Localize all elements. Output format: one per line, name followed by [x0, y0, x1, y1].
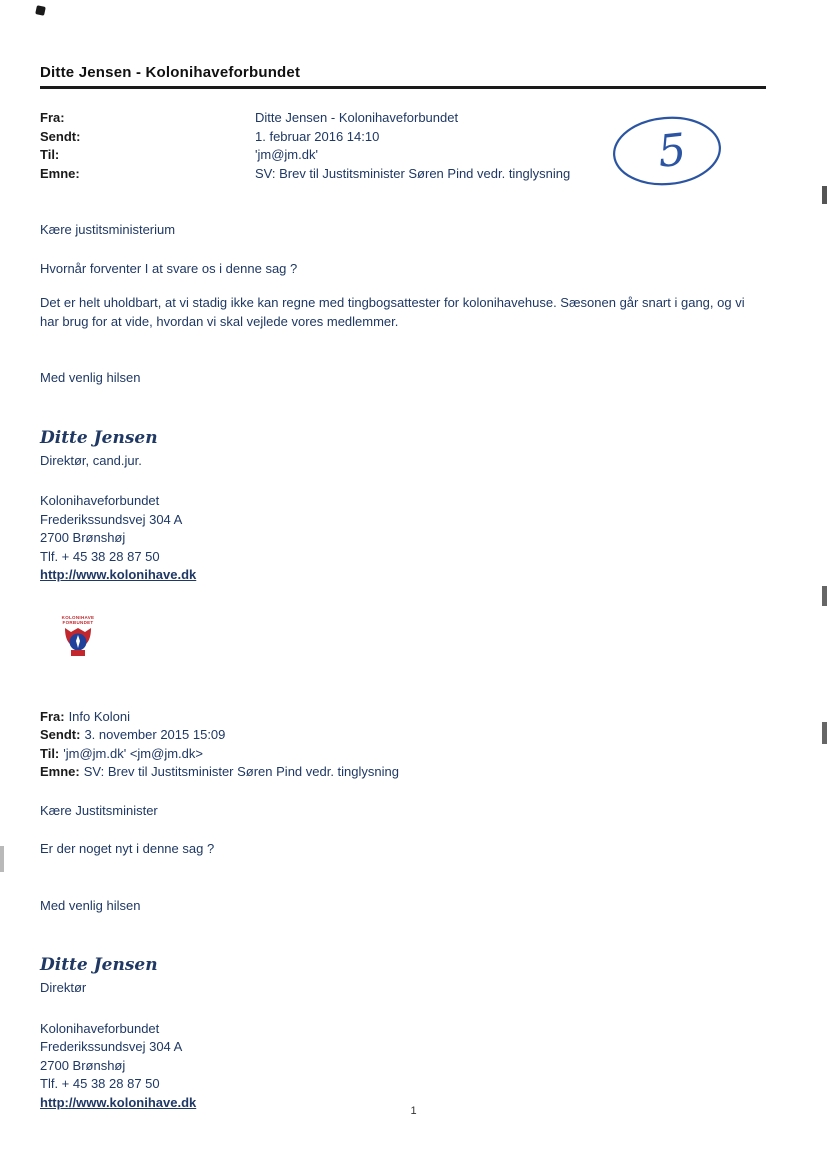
email2-greeting: Kære Justitsminister [40, 802, 158, 818]
email1-closing: Med venlig hilsen [40, 370, 141, 385]
header-row-sendt [40, 128, 766, 147]
org-city: 2700 Brønshøj [40, 530, 126, 545]
header-label: Sendt: [40, 128, 81, 144]
header-row-emne [40, 165, 766, 184]
email2-org-block [40, 1020, 766, 1113]
logo-text-line2: FORBUNDET [62, 619, 94, 625]
header-value: 'jm@jm.dk' [255, 147, 318, 162]
header-label: Sendt: [40, 727, 81, 742]
header-value: Ditte Jensen - Kolonihaveforbundet [255, 110, 459, 125]
scan-artifact [822, 586, 827, 606]
signature-name: Ditte Jensen [40, 955, 158, 975]
header-value: SV: Brev til Justitsminister Søren Pind vedr. tinglysning [83, 764, 399, 779]
logo-emblem-icon [61, 627, 95, 659]
header-label: Emne: [40, 764, 80, 779]
signature-name: Ditte Jensen [40, 427, 158, 448]
header-label: Til: [40, 147, 60, 162]
email2-paragraph: Er der noget nyt i denne sag ? [40, 841, 215, 856]
header-label: Til: [40, 745, 60, 761]
email1-greeting: Kære justitsministerium [40, 222, 176, 237]
header-row-fra [40, 109, 766, 128]
email1-headers [40, 109, 766, 183]
signature-title: Direktør, cand.jur. [40, 452, 142, 468]
website-link[interactable]: http://www.kolonihave.dk [40, 567, 197, 582]
scan-artifact [822, 722, 827, 744]
header-label: Emne: [40, 165, 80, 181]
org-phone: Tlf. + 45 38 28 87 50 [40, 1076, 160, 1091]
email1-org-block [40, 492, 766, 585]
header-value: Info Koloni [68, 708, 130, 724]
page-title: Ditte Jensen - Kolonihaveforbundet [40, 64, 766, 89]
header-label: Fra: [40, 110, 65, 125]
scan-artifact [0, 846, 4, 872]
header-value: 'jm@jm.dk' <jm@jm.dk> [63, 745, 203, 761]
header-row-til [40, 146, 766, 165]
org-name: Kolonihaveforbundet [40, 1020, 160, 1036]
handwritten-number: 5 [655, 124, 689, 178]
org-street: Frederikssundsvej 304 A [40, 1039, 183, 1054]
header-label: Fra: [40, 708, 65, 724]
header-row-til [40, 745, 766, 764]
email2-headers [40, 708, 766, 782]
header-value: SV: Brev til Justitsminister Søren Pind vedr. tinglysning [255, 165, 571, 181]
org-city: 2700 Brønshøj [40, 1057, 126, 1073]
website-link[interactable]: http://www.kolonihave.dk [40, 1094, 197, 1110]
logo-text-line1: KOLONIHAVE [61, 614, 95, 620]
org-street: Frederikssundsvej 304 A [40, 511, 183, 527]
org-phone: Tlf. + 45 38 28 87 50 [40, 548, 160, 564]
header-row-sendt [40, 726, 766, 745]
email1-paragraph: Hvornår forventer I at svare os i denne sag ? [40, 260, 298, 276]
scan-artifact [822, 186, 827, 204]
kolonihaveforbundet-logo [56, 615, 100, 664]
page-number: 1 [410, 1105, 417, 1117]
org-name: Kolonihaveforbundet [40, 493, 160, 508]
email2-closing: Med venlig hilsen [40, 897, 141, 913]
email1-paragraph: Det er helt uholdbart, at vi stadig ikke kan regne med tingbogsattester for kolonihavehuse. Sæsonen går snart i gang, og vi har brug for at vide, hvordan vi skal vejlede vores medlemmer. [40, 295, 745, 329]
signature-title: Direktør [40, 980, 87, 995]
header-value: 1. februar 2016 14:10 [255, 128, 380, 144]
scan-artifact [35, 5, 46, 16]
header-value: 3. november 2015 15:09 [84, 727, 226, 742]
header-row-fra [40, 708, 766, 727]
header-row-emne [40, 763, 766, 782]
